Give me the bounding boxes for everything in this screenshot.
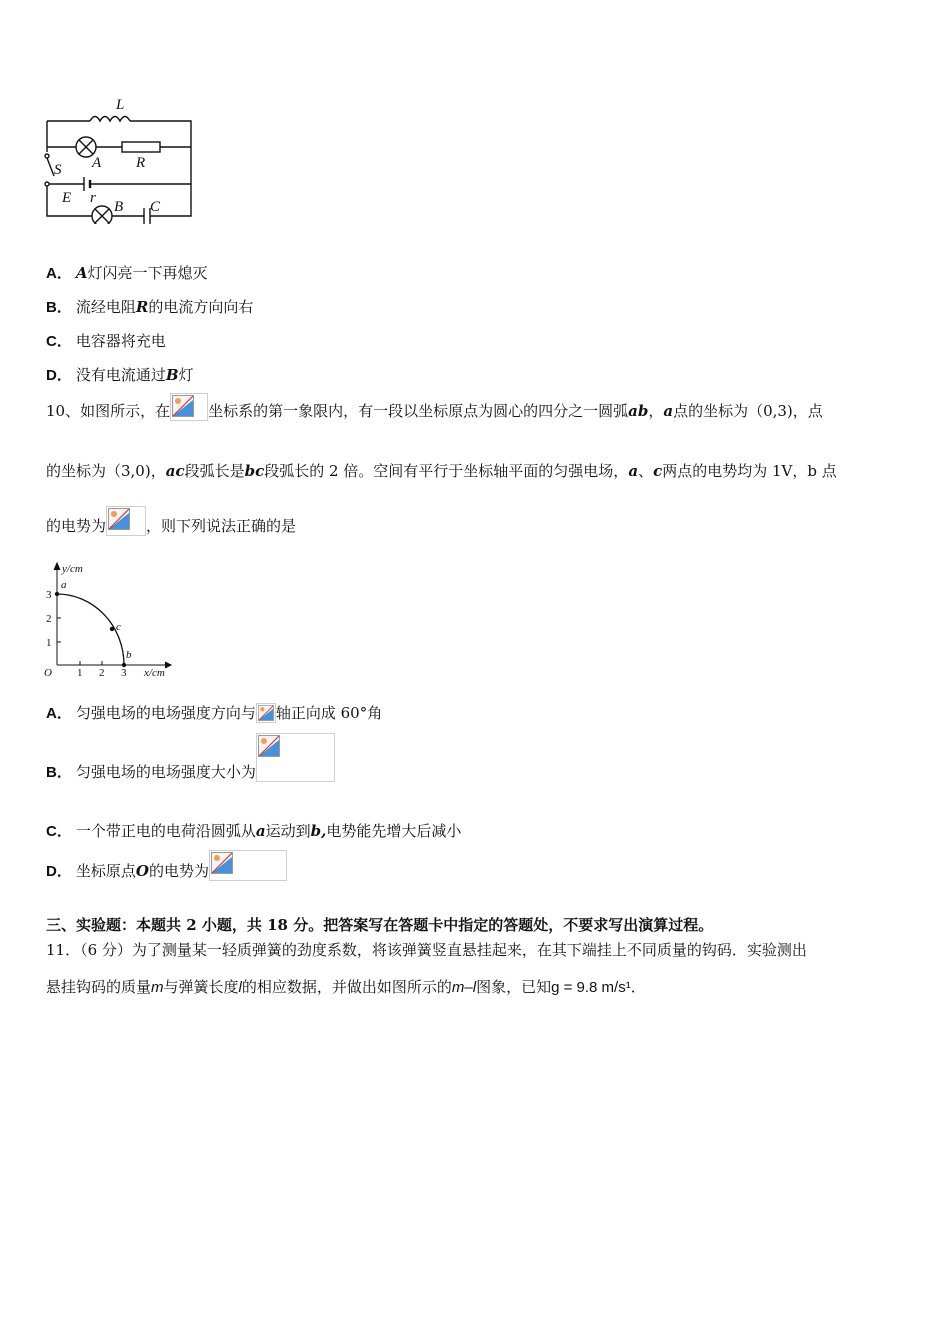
y-axis-label: y/cm	[62, 563, 83, 575]
x-axis-label: x/cm	[144, 667, 165, 679]
q10-line-2: 的坐标为（3,0)，ac段弧长是bc段弧长的 2 倍。空间有平行于坐标轴平面的匀强电场，a、c两点的电势均为 1V，b 点	[46, 462, 837, 480]
label-E: E	[62, 190, 72, 206]
point-a	[55, 592, 59, 596]
quarter-arc-graph	[40, 560, 180, 680]
y-tick: 2	[46, 613, 52, 625]
broken-image-icon	[170, 393, 208, 421]
broken-image-icon	[106, 506, 146, 536]
x-tick: 3	[121, 667, 127, 679]
point-a-label: a	[61, 579, 67, 591]
label-S: S	[54, 162, 62, 178]
label-R: R	[136, 155, 146, 171]
q11-line-2: 悬挂钩码的质量m与弹簧长度l的相应数据，并做出如图所示的m–l图象，已知g = 9.8 m/s¹．	[46, 978, 646, 996]
broken-image-icon	[256, 733, 335, 782]
q10-line-3: 的电势为 ，则下列说法正确的是	[46, 506, 296, 536]
label-A: A	[92, 155, 102, 171]
x-tick: 1	[77, 667, 83, 679]
q11-line-1: 11．（6 分）为了测量某一轻质弹簧的劲度系数，将该弹簧竖直悬挂起来，在其下端挂上不同质量的钩码．实验测出	[46, 941, 807, 959]
origin-label: O	[44, 667, 52, 679]
x-tick: 2	[99, 667, 105, 679]
label-L: L	[116, 97, 125, 113]
q9-option-d: D． 没有电流通过B灯	[46, 366, 194, 384]
broken-image-icon	[256, 703, 276, 723]
q10-option-b: B． 匀强电场的电场强度大小为	[46, 733, 335, 782]
broken-image-icon	[209, 850, 287, 881]
y-tick: 3	[46, 589, 52, 601]
q10-option-a: A． 匀强电场的电场强度方向与 轴正向成 60°角	[46, 704, 383, 722]
q10-option-d: D． 坐标原点O的电势为	[46, 850, 287, 881]
q10-option-c: C． 一个带正电的电荷沿圆弧从a运动到b,电势能先增大后减小	[46, 822, 462, 840]
point-b-label: b	[126, 649, 132, 661]
label-C: C	[150, 199, 161, 215]
y-tick: 1	[46, 637, 52, 649]
point-c	[110, 627, 114, 631]
label-B: B	[114, 199, 124, 215]
point-c-label: c	[116, 621, 121, 633]
q9-option-c: C． 电容器将充电	[46, 332, 166, 350]
q9-option-b: B． 流经电阻R的电流方向向右	[46, 298, 254, 316]
q9-option-a: A． A灯闪亮一下再熄灭	[46, 264, 208, 282]
circuit-diagram	[40, 94, 200, 224]
q10-line-1: 10、如图所示，在 坐标系的第一象限内，有一段以坐标原点为圆心的四分之一圆弧ab，a点的坐标为（0,3)，点	[46, 393, 823, 421]
label-r: r	[90, 190, 96, 206]
section-heading: 三、实验题：本题共 2 小题，共 18 分。把答案写在答题卡中指定的答题处，不要求写出演算过程。	[46, 916, 714, 934]
